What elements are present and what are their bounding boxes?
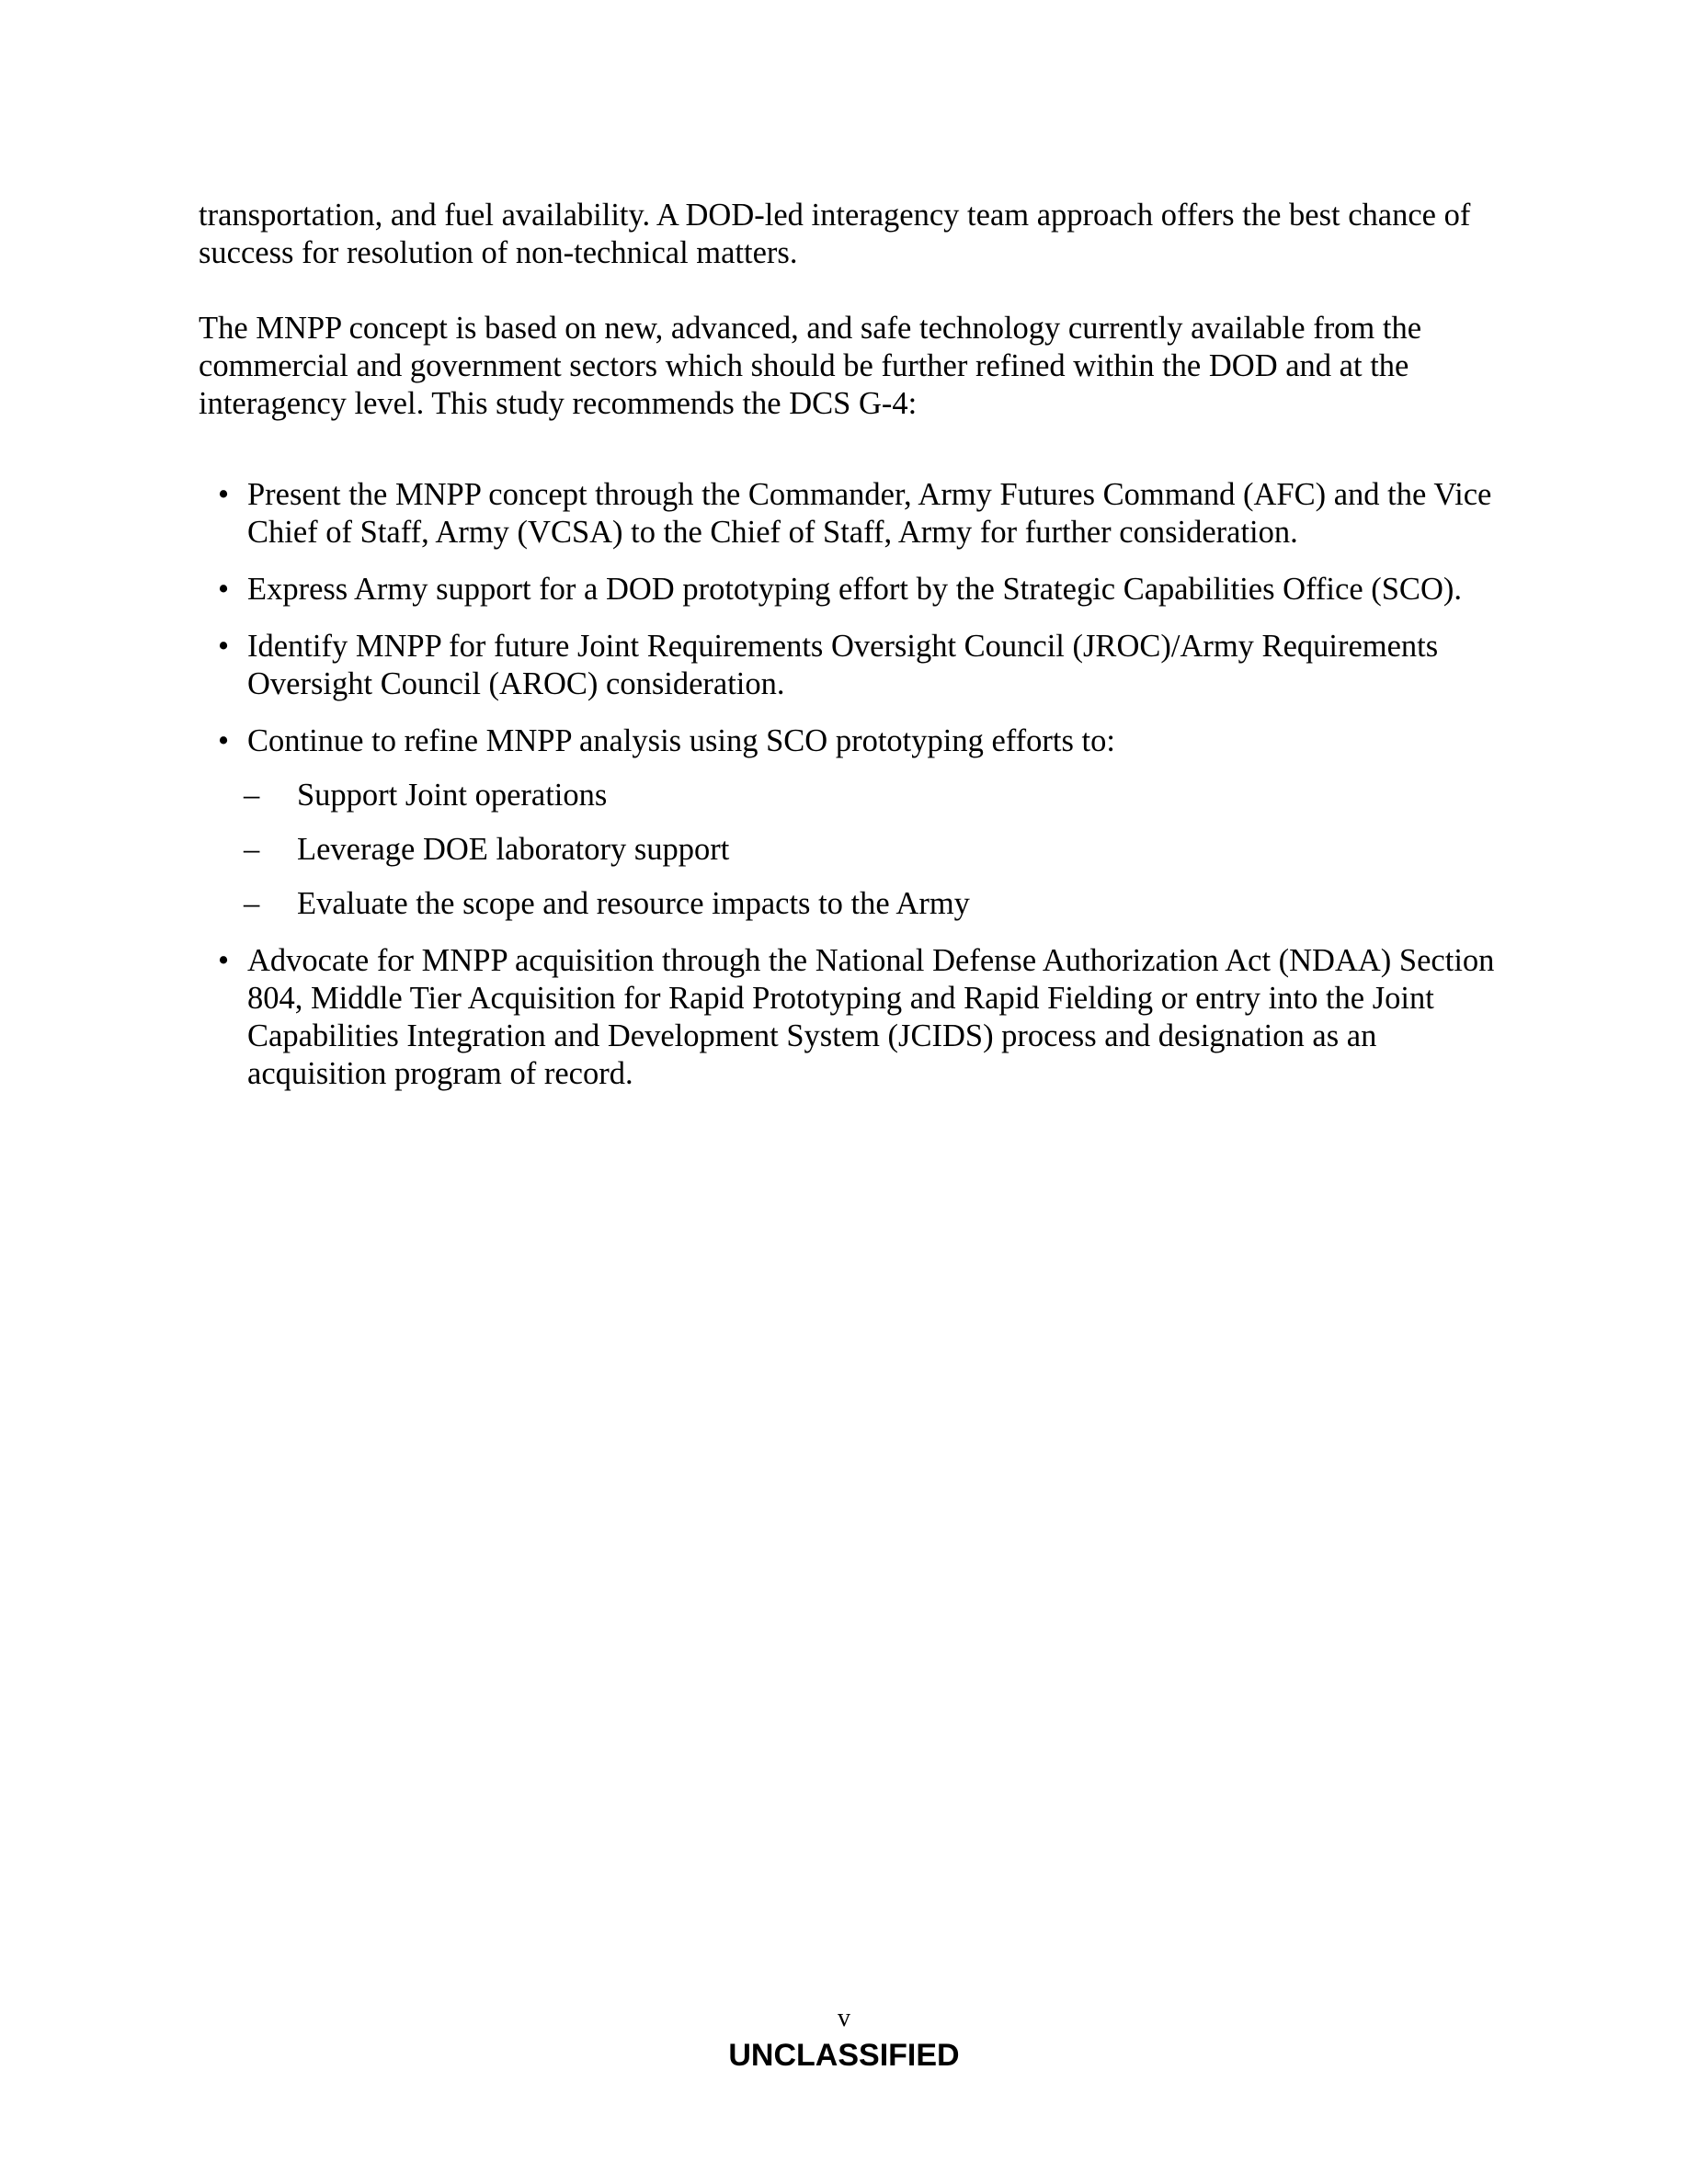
sub-list-item (199, 831, 1504, 869)
document-body (199, 197, 1504, 1112)
list-item (199, 628, 1504, 703)
paragraph: transportation, and fuel availability. A DOD-led interagency team approach offers the best chance of success for resolution of non-technical matters. (199, 198, 1471, 270)
list-item-text: Express Army support for a DOD prototyping effort by the Strategic Capabilities Office (SCO). (247, 572, 1462, 607)
recommendations-list (199, 476, 1504, 1093)
paragraph: The MNPP concept is based on new, advanced, and safe technology currently available from the commercial and government sectors which should be further refined within the DOD and at the interagency level. This study recommends the DCS G-4: (199, 311, 1422, 421)
bullet-icon: • (217, 943, 230, 978)
list-item-text: Advocate for MNPP acquisition through the National Defense Authorization Act (NDAA) Section 804, Middle Tier Acquisition for Rapid Prototyping and Rapid Fielding or entry into the Joint Capabilities Integration and Development System (JCIDS) process and designation as an acquisition program of record. (247, 943, 1495, 1091)
bullet-icon: • (217, 477, 230, 512)
sub-list-item-text: Evaluate the scope and resource impacts to the Army (297, 886, 970, 921)
list-item-text: Identify MNPP for future Joint Requirements Oversight Council (JROC)/Army Requirements Oversight Council (AROC) consideration. (247, 629, 1439, 701)
list-item (199, 571, 1504, 609)
sub-list-item (199, 777, 1504, 814)
dash-icon: – (244, 832, 260, 867)
list-item-text: Present the MNPP concept through the Commander, Army Futures Command (AFC) and the Vice Chief of Staff, Army (VCSA) to the Chief of Staff, Army for further consideration. (247, 477, 1492, 550)
bullet-icon: • (217, 723, 230, 758)
classification-marking: UNCLASSIFIED (728, 2038, 960, 2073)
list-item (199, 722, 1504, 923)
sub-list-item-text: Support Joint operations (297, 778, 608, 813)
bullet-icon: • (217, 572, 230, 607)
sub-list-item-text: Leverage DOE laboratory support (297, 832, 730, 867)
bullet-icon: • (217, 629, 230, 664)
page-number: v (838, 2004, 850, 2032)
dash-icon: – (244, 778, 260, 813)
list-item (199, 476, 1504, 552)
dash-icon: – (244, 886, 260, 921)
sub-list (199, 777, 1504, 923)
sub-list-item (199, 885, 1504, 923)
list-item (199, 942, 1504, 1093)
list-item-text: Continue to refine MNPP analysis using SCO prototyping efforts to: (247, 723, 1115, 758)
